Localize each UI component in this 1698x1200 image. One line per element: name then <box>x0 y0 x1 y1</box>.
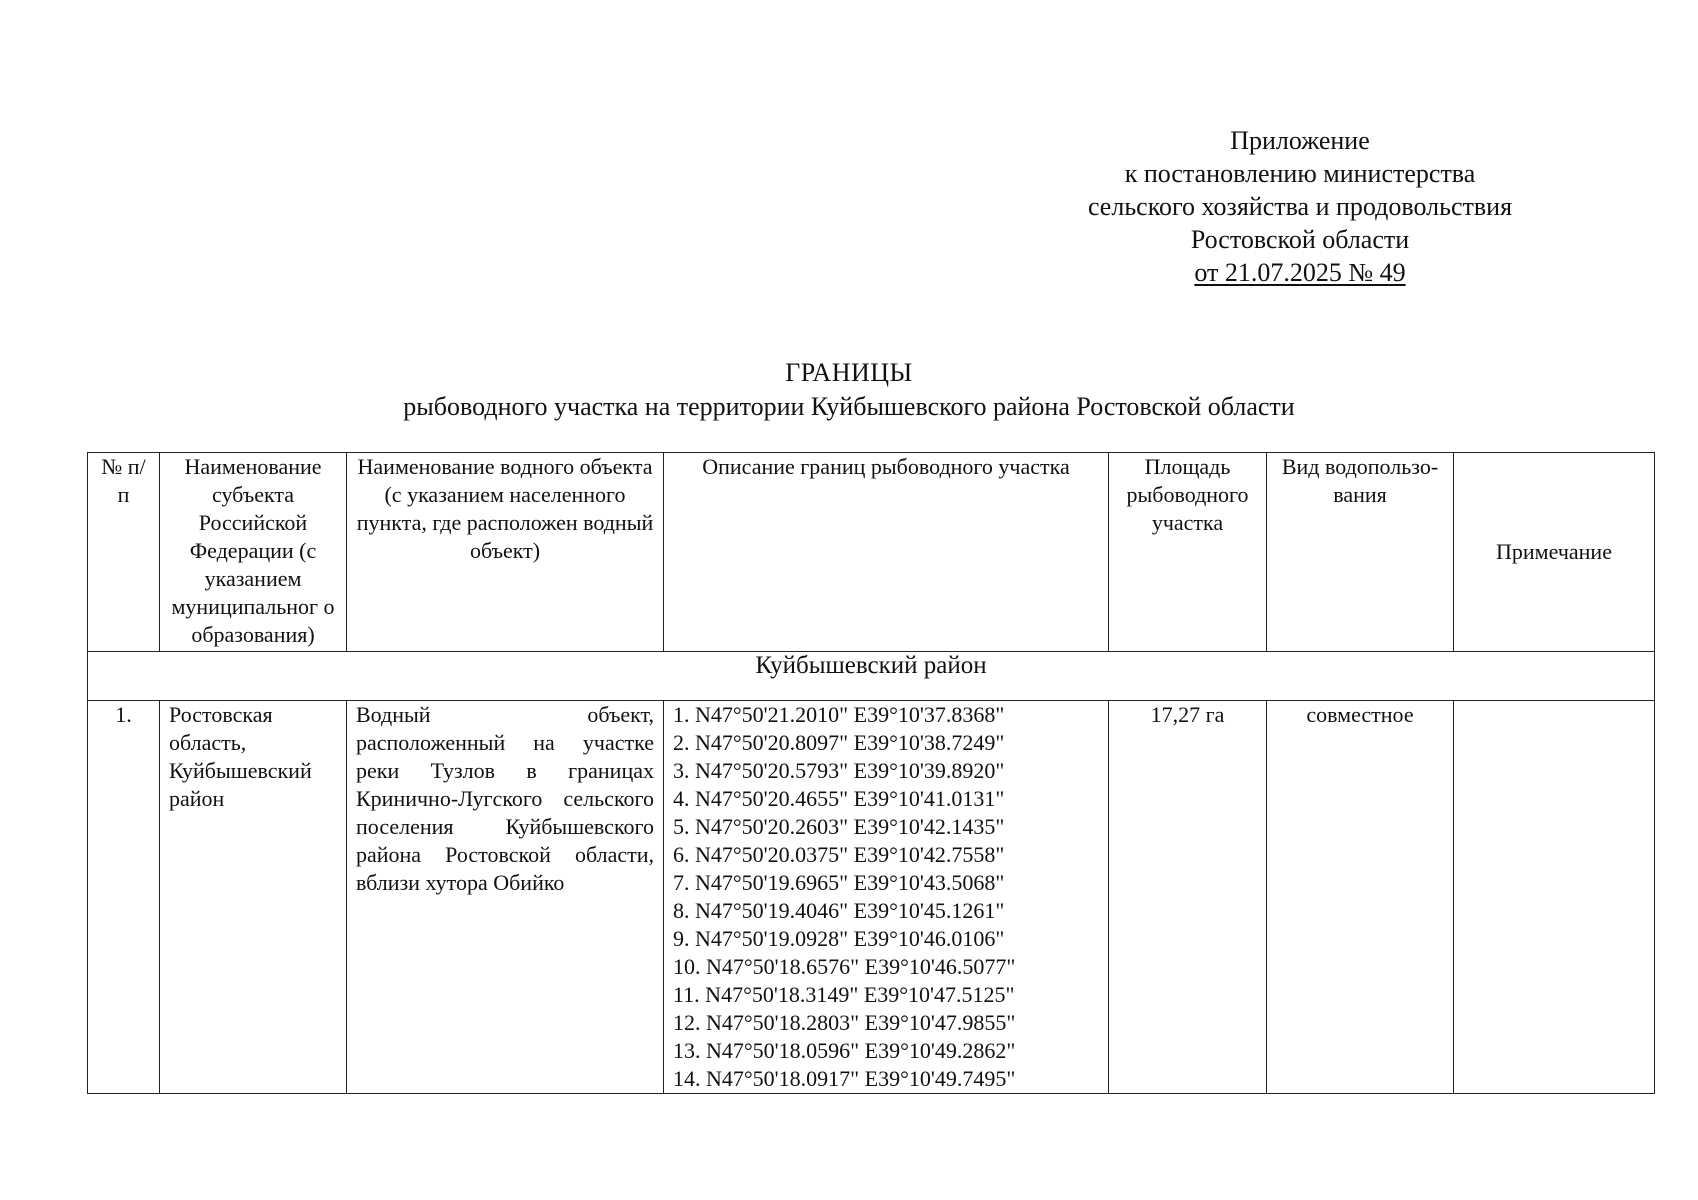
header-usage: Вид водопользо-вания <box>1267 453 1454 652</box>
row-num: 1. <box>88 701 160 1094</box>
coordinate-item: 7. N47°50'19.6965" E39°10'43.5068" <box>673 870 1005 895</box>
header-water-object: Наименование водного объекта (с указанием населенного пункта, где расположен водный объект) <box>347 453 664 652</box>
region-row <box>88 652 1655 701</box>
appendix-line-2: к постановлению министерства <box>1124 159 1476 188</box>
appendix-block <box>1030 124 1570 289</box>
coordinate-item: 1. N47°50'21.2010" E39°10'37.8368" <box>673 702 1005 727</box>
header-subject: Наименование субъекта Российской Федерации (с указанием муниципальног о образования) <box>160 453 347 652</box>
region-name: Куйбышевский район <box>88 652 1655 701</box>
row-area: 17,27 га <box>1109 701 1267 1094</box>
row-subject: Ростовская область, Куйбышевский район <box>160 701 347 1094</box>
title-subtitle: рыбоводного участка на территории Куйбышевского района Ростовской области <box>403 392 1295 421</box>
header-note: Примечание <box>1454 453 1655 652</box>
coordinate-item: 2. N47°50'20.8097" E39°10'38.7249" <box>673 730 1005 755</box>
coordinate-item: 12. N47°50'18.2803" E39°10'47.9855" <box>673 1010 1016 1035</box>
header-description: Описание границ рыбоводного участка <box>664 453 1109 652</box>
coordinate-item: 5. N47°50'20.2603" E39°10'42.1435" <box>673 814 1005 839</box>
coordinate-item: 13. N47°50'18.0596" E39°10'49.2862" <box>673 1038 1016 1063</box>
coordinate-item: 4. N47°50'20.4655" E39°10'41.0131" <box>673 786 1005 811</box>
coordinate-item: 14. N47°50'18.0917" E39°10'49.7495" <box>673 1066 1016 1091</box>
title-main: ГРАНИЦЫ <box>785 358 913 387</box>
coordinates-list <box>673 701 1099 1093</box>
document-title <box>0 356 1698 424</box>
table-row <box>88 701 1655 1094</box>
appendix-date-number: от 21.07.2025 № 49 <box>1194 258 1406 287</box>
coordinate-item: 11. N47°50'18.3149" E39°10'47.5125" <box>673 982 1015 1007</box>
coordinate-item: 10. N47°50'18.6576" E39°10'46.5077" <box>673 954 1016 979</box>
appendix-line-4: Ростовской области <box>1190 225 1410 254</box>
appendix-title: Приложение <box>1230 126 1370 155</box>
boundaries-table <box>87 452 1655 1094</box>
row-coordinates <box>664 701 1109 1094</box>
coordinate-item: 3. N47°50'20.5793" E39°10'39.8920" <box>673 758 1005 783</box>
coordinate-item: 8. N47°50'19.4046" E39°10'45.1261" <box>673 898 1005 923</box>
header-area: Площадь рыбоводного участка <box>1109 453 1267 652</box>
row-water-object: Водный объект, расположенный на участке реки Тузлов в границах Кринично-Лугского сельского поселения Куйбышевского района Ростовской области, вблизи хутора Обийко <box>347 701 664 1094</box>
appendix-line-3: сельского хозяйства и продовольствия <box>1087 192 1513 221</box>
header-num: № п/п <box>88 453 160 652</box>
coordinate-item: 6. N47°50'20.0375" E39°10'42.7558" <box>673 842 1005 867</box>
coordinate-item: 9. N47°50'19.0928" E39°10'46.0106" <box>673 926 1005 951</box>
table-header-row <box>88 453 1655 652</box>
row-note <box>1454 701 1655 1094</box>
row-usage: совместное <box>1267 701 1454 1094</box>
